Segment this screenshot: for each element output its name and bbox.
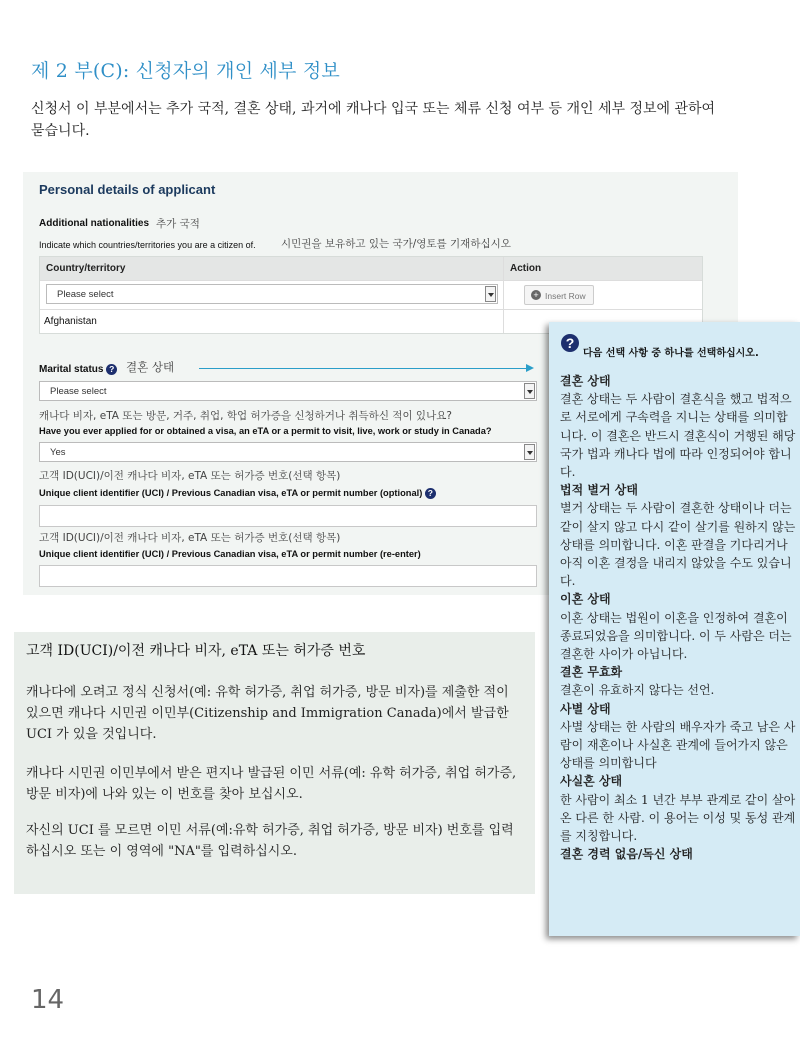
definition-text: 결혼 상태는 두 사람이 결혼식을 했고 법적으로 서로에게 구속력을 지니는 상태를 의미합니다. 이 결혼은 반드시 결혼식이 거행된 해당 국가 법과 캐나다 법에 따라 인정되어야 합니다. <box>560 392 796 480</box>
col-action-header: Action <box>510 263 542 274</box>
definition-term: 사실혼 상태 <box>560 774 623 789</box>
uci-info-paragraph-3: 자신의 UCI 를 모르면 이민 서류(예:유학 허가증, 취업 허가증, 방문 비자) 번호를 입력하십시오 또는 이 영역에 "NA"를 입력하십시오. <box>26 823 514 859</box>
applied-question-ko: 캐나다 비자, eTA 또는 방문, 거주, 취업, 학업 허가증을 신청하거나 취득하신 적이 있나요? <box>39 410 452 422</box>
indicate-countries-text: Indicate which countries/territories you are a citizen of. <box>39 240 256 250</box>
help-icon[interactable]: ? <box>106 364 117 375</box>
help-icon[interactable]: ? <box>425 488 436 499</box>
definition-term: 사별 상태 <box>560 701 611 716</box>
uci-info-paragraph-1: 캐나다에 오려고 정식 신청서(예: 유학 허가증, 취업 허가증, 방문 비자)를 제출한 적이 있으면 캐나다 시민권 이민부(Citizenship and Immigration Canada)에서 발급한 UCI 가 있을 것입니다. <box>26 685 509 742</box>
country-select[interactable] <box>46 284 498 304</box>
definition-text: 결혼이 유효하지 않다는 선언. <box>560 683 715 698</box>
pointer-arrow-head <box>526 364 534 372</box>
definition-term: 법적 별거 상태 <box>560 483 638 498</box>
marital-status-help-callout <box>549 322 800 936</box>
page-heading: 제 2 부(C): 신청자의 개인 세부 정보 <box>31 60 340 82</box>
uci-input[interactable] <box>39 505 537 527</box>
chevron-down-icon <box>485 286 496 302</box>
definition-term: 결혼 경력 없음/독신 상태 <box>560 847 693 862</box>
callout-title: 다음 선택 사항 중 하나를 선택하십시오. <box>583 348 759 359</box>
additional-nationalities-label: Additional nationalities <box>39 218 150 229</box>
uci-info-title: 고객 ID(UCI)/이전 캐나다 비자, eTA 또는 허가증 번호 <box>26 643 366 659</box>
applied-select-value: Yes <box>50 447 66 458</box>
help-icon: ? <box>561 334 579 352</box>
applied-select[interactable] <box>39 442 537 462</box>
table-header <box>40 257 702 280</box>
plus-icon: + <box>531 290 541 300</box>
definition-text: 사별 상태는 한 사람의 배우자가 죽고 남은 사람이 재혼이나 사실혼 관계에 들어가지 않은 상태를 의미합니다 <box>560 719 796 771</box>
uci-ko-reenter: 고객 ID(UCI)/이전 캐나다 비자, eTA 또는 허가증 번호(선택 항목) <box>39 532 341 544</box>
table-row <box>40 280 702 309</box>
uci-reenter-input[interactable] <box>39 565 537 587</box>
chevron-down-icon <box>524 444 535 460</box>
definition-text: 별거 상태는 두 사람이 결혼한 상태이나 더는 같이 살지 않고 다시 같이 살기를 원하지 않는 상태를 의미합니다. 이혼 판결을 기다리거나 아직 이혼 결정을 내리지 않았을 수도 있습니다. <box>560 501 796 589</box>
definition-term: 결혼 상태 <box>560 374 611 388</box>
indicate-countries-ko: 시민권을 보유하고 있는 국가/영토를 기재하십시오 <box>281 238 511 250</box>
uci-label-wrap <box>39 488 436 499</box>
pointer-arrow-line <box>199 368 528 369</box>
country-cell: Afghanistan <box>44 316 97 327</box>
applied-question-label: Have you ever applied for or obtained a visa, an eTA or a permit to visit, live, work or study in Canada? <box>39 426 492 436</box>
col-country-header: Country/territory <box>46 263 126 274</box>
uci-info-box <box>14 632 535 894</box>
definition-term: 결혼 무효화 <box>560 665 623 680</box>
marital-definitions <box>560 372 798 863</box>
uci-reenter-label: Unique client identifier (UCI) / Previous Canadian visa, eTA or permit number (re-enter) <box>39 549 421 559</box>
definition-text: 이혼 상태는 법원이 이혼을 인정하여 결혼이 종료되었음을 의미합니다. 이 두 사람은 더는 결혼한 사이가 아닙니다. <box>560 610 792 662</box>
definition-text: 한 사람이 최소 1 년간 부부 관계로 같이 살아온 다른 한 사람. 이 용어는 이성 및 동성 관계를 지칭합니다. <box>560 792 796 844</box>
marital-status-ko: 결혼 상태 <box>126 360 175 374</box>
intro-paragraph: 신청서 이 부분에서는 추가 국적, 결혼 상태, 과거에 캐나다 입국 또는 체류 신청 여부 등 개인 세부 정보에 관하여 묻습니다. <box>31 101 716 139</box>
marital-status-select[interactable] <box>39 381 537 401</box>
chevron-down-icon <box>524 383 535 399</box>
uci-ko: 고객 ID(UCI)/이전 캐나다 비자, eTA 또는 허가증 번호(선택 항목) <box>39 470 341 482</box>
additional-nationalities-ko: 추가 국적 <box>156 218 200 230</box>
marital-status-label-wrap <box>39 364 117 375</box>
page-number: 14 <box>31 985 65 1015</box>
marital-status-select-value: Please select <box>50 386 107 397</box>
country-select-value: Please select <box>57 289 114 300</box>
marital-status-label: Marital status <box>39 364 104 376</box>
form-title: Personal details of applicant <box>39 182 216 197</box>
insert-row-label: Insert Row <box>545 291 586 301</box>
definition-term: 이혼 상태 <box>560 592 611 607</box>
uci-info-paragraph-2: 캐나다 시민권 이민부에서 받은 편지나 발급된 이민 서류(예: 유학 허가증, 취업 허가증, 방문 비자)에 나와 있는 이 번호를 찾아 보십시오. <box>26 766 517 802</box>
insert-row-button[interactable] <box>524 285 594 305</box>
uci-label: Unique client identifier (UCI) / Previous Canadian visa, eTA or permit number (optional) <box>39 488 423 498</box>
